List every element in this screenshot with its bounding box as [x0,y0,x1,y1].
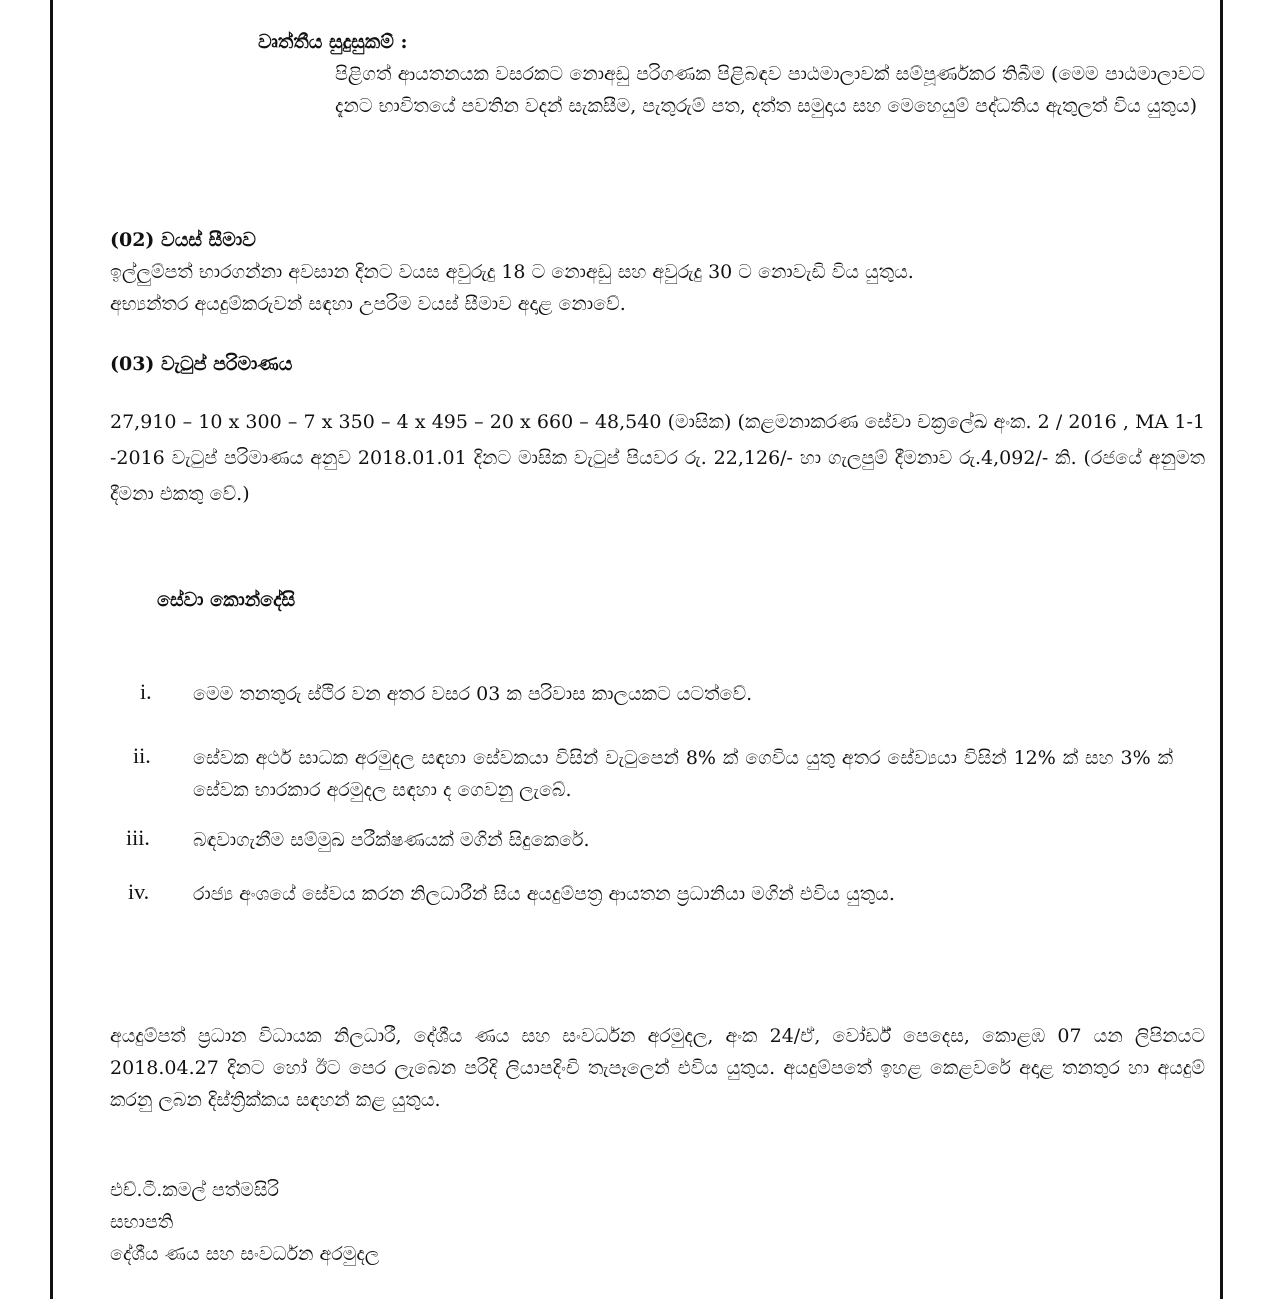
signature-name: එච්.ටී.කමල් පත්මසිරි [110,1179,279,1201]
page-border-right [1220,0,1223,1299]
salary-text: 27,910 – 10 x 300 – 7 x 350 – 4 x 495 – 20 x 660 – 48,540 (මාසික) (කළමනාකරණ සේවා චක්‍රලේඛ අංක. 2 / 2016 , MA 1-1 -2016 වැටුප් පරිමාණය අනුව 2018.01.01 දිනට මාසික වැටුප් පියවර රු. 22,126/- හා ගැලපුම් දීමනාව රු.4,092/- කි. (රජයේ අනුමත දීමනා එකතු වේ.) [110,411,1205,505]
item-number: ii. [133,743,151,768]
page-border-left [50,0,53,1299]
qualifications-heading: වෘත්තීය සුදුසුකම් : [258,31,408,53]
age-limit-line-1: ඉල්ලුම්පත් භාරගන්නා අවසාන දිනට වයස අවුරුදු 18 ට නොඅඩු සහ අවුරුදු 30 ට නොවැඩි විය යුතුය. [110,261,914,283]
item-number: iii. [126,825,150,850]
signature-title: සභාපති [110,1211,174,1233]
service-condition-item: බඳවාගැනීම සම්මුඛ පරීක්ෂණයක් මගින් සිදුකෙරේ. [193,829,590,851]
salary-heading: (03) වැටුප් පරිමාණය [110,353,293,375]
age-limit-line-2: අභ්‍යන්තර අයදුම්කරුවන් සඳහා උපරිම වයස් සීමාව අදාළ නොවේ. [110,293,626,315]
service-condition-item: මෙම තනතුරු ස්ථිර වන අතර වසර 03 ක පරිවාස කාලයකට යටත්වේ. [193,683,753,705]
service-condition-item: රාජ්‍ය අංශයේ සේවය කරන නිලධාරීන් සිය අයදුම්පත්‍ර ආයතන ප්‍රධානියා මගින් එවිය යුතුය. [193,883,895,905]
submission-text: අයදුම්පත් ප්‍රධාන විධායක නිලධාරී, දේශීය ණය සහ සංවර්ධන අරමුදල, අංක 24/ඒ, වෝර්ඩ් පෙදෙස, කොළඹ 07 යන ලිපිනයට 2018.04.27 දිනට හෝ ඊට පෙර ලැබෙන පරිදි ලියාපදිංචි තැපෑලෙන් එවිය යුතුය. අයදුම්පතේ ඉහළ කෙළවරේ අදාළ තනතුර හා අයදුම් කරනු ලබන දිස්ත්‍රික්කය සඳහන් කළ යුතුය. [110,1025,1205,1111]
service-condition-item: සේවක අර්ථ සාධක අරමුදල සඳහා සේවකයා විසින් වැටුපෙන් 8% ක් ගෙවිය යුතු අතර සේව්‍යයා විසින් 12% ක් සහ 3% ක් සේවක භාරකාර අරමුදල සඳහා ද ගෙවනු ලැබේ. [193,747,1173,801]
signature-org: දේශීය ණය සහ සංවර්ධන අරමුදල [110,1243,380,1265]
item-number: iv. [128,879,150,904]
qualifications-text: පිළිගත් ආයතනයක වසරකට නොඅඩු පරිගණක පිළිබඳව පාඨමාලාවක් සම්පූර්ණකර තිබීම (මෙම පාඨමාලාවට දැනට භාවිතයේ පවතින වදන් සැකසීම, පැතුරුම් පත, දත්ත සමුදාය සහ මෙහෙයුම් පද්ධතිය ඇතුලත් විය යුතුය) [335,63,1205,117]
item-number: i. [140,679,152,704]
age-limit-heading: (02) වයස් සීමාව [110,229,256,251]
service-conditions-heading: සේවා කොන්දේසි [157,589,296,611]
